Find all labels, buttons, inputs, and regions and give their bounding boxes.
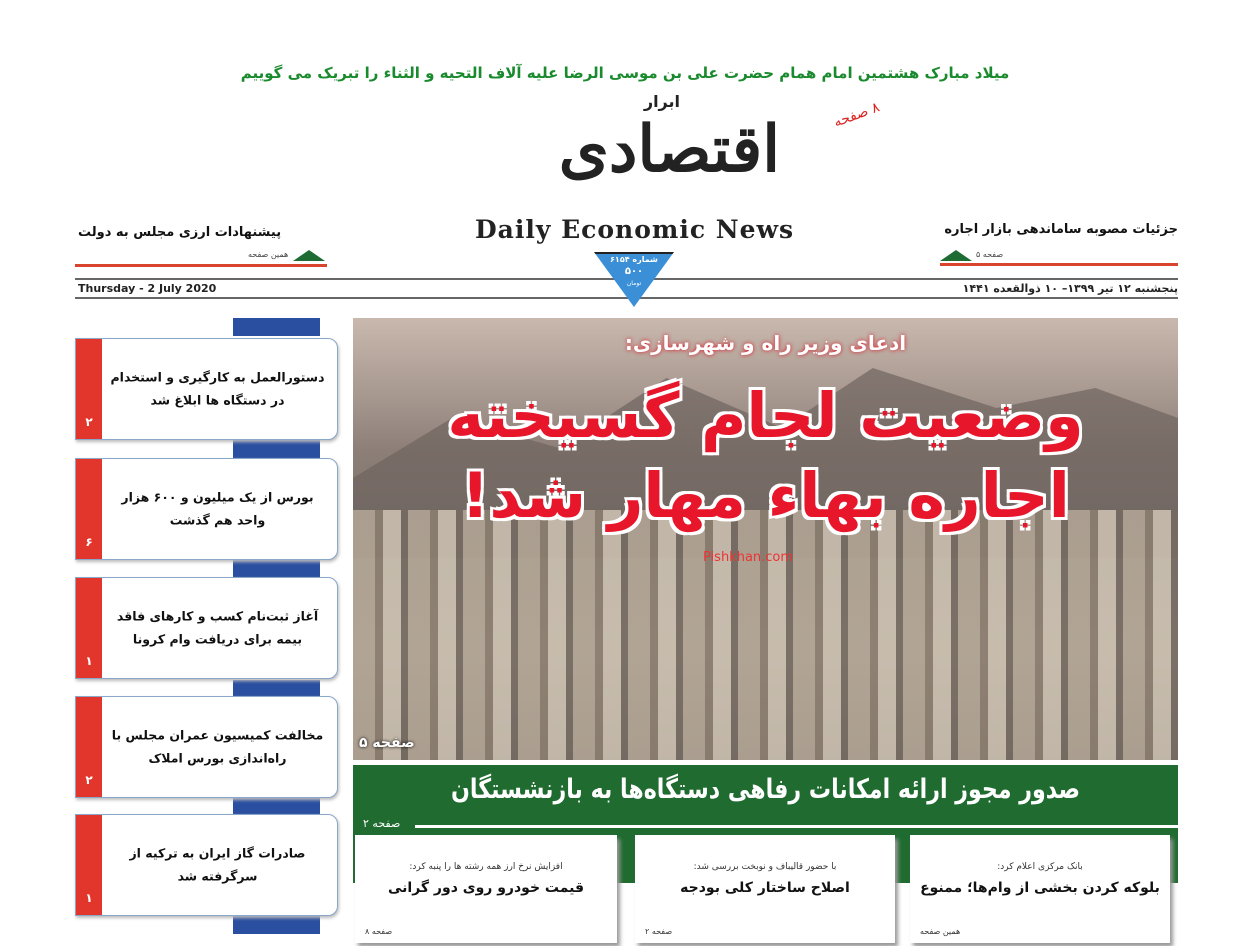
sidebar-story-title: مخالفت کمیسیون عمران مجلس با راه‌اندازی بورس املاک [111,727,324,765]
sidebar-story[interactable] [75,577,338,679]
story-card[interactable] [355,835,617,943]
logo-name-fa: اقتصادی [558,112,780,187]
lead-headline-line1: وضعیت لجام گسیخته [447,379,1084,452]
ribbon [233,560,320,578]
card-kicker: افزایش نرخ ارز همه رشته ها را پنبه کرد: [409,862,563,872]
sidebar-story-page: ۲ [85,773,93,787]
card-title: اصلاح ساختار کلی بودجه [680,880,850,896]
sidebar-story-page: ۱ [85,891,93,905]
sidebar-story[interactable] [75,458,338,560]
date-en: Thursday - 2 July 2020 [78,282,217,295]
logo-name-small: ابرار [643,92,680,111]
lead-story-photo[interactable] [353,318,1178,760]
card-title: بلوکه کردن بخشی از وام‌ها؛ ممنوع [920,880,1160,896]
triangle-icon [293,250,325,261]
green-story-page: صفحه ۲ [363,817,401,830]
teaser-right-title[interactable]: جزئیات مصوبه ساماندهی بازار اجاره [944,222,1178,237]
date-fa: پنجشنبه ۱۲ تیر ۱۳۹۹– ۱۰ ذوالقعده ۱۴۴۱ [962,282,1178,295]
lead-headline-line2: اجاره بهاء مهار شد! [461,459,1070,532]
sidebar-story[interactable] [75,696,338,798]
card-kicker: با حضور قالیباف و نوبخت بررسی شد: [693,862,837,872]
divider [940,263,1178,266]
teaser-right-page: صفحه ۵ [976,250,1004,259]
lead-page: صفحه ۵ [359,735,415,751]
lead-headline [353,376,1178,536]
story-card[interactable] [635,835,895,943]
logo-name-en: Daily Economic News [475,215,795,244]
lead-kicker: ادعای وزیر راه و شهرسازی: [624,331,907,355]
divider [415,825,1178,828]
divider [75,264,327,267]
page-count: ۸ صفحه [831,99,882,131]
green-story-title: صدور مجوز ارائه امکانات رفاهی دستگاه‌ها به بازنشستگان [451,774,1080,805]
sidebar-story[interactable] [75,338,338,440]
issue-number: شماره ۶۱۵۴ [610,255,658,264]
ribbon [233,916,320,934]
sidebar-story-title: صادرات گاز ایران به ترکیه از سرگرفته شد [129,845,306,883]
card-title: قیمت خودرو روی دور گرانی [387,880,584,896]
story-card[interactable] [910,835,1170,943]
banner-greeting: میلاد مبارک هشتمین امام همام حضرت علی بن موسی الرضا علیه آلاف التحیه و الثناء را تبریک می گوییم [240,64,1010,82]
masthead-logo [460,92,882,212]
sidebar-story-page: ۶ [85,535,93,549]
sidebar-story[interactable] [75,814,338,916]
sidebar-story-page: ۱ [85,654,93,668]
issue-badge [594,252,674,307]
sidebar-story-page: ۲ [85,415,93,429]
sidebar-story-title: آغاز ثبت‌نام کسب و کارهای فاقد بیمه برای دریافت وام کرونا [116,608,319,646]
card-page: صفحه ۸ [365,927,393,936]
card-page: همین صفحه [920,927,961,936]
ribbon [233,318,320,336]
teaser-left-title[interactable]: پیشنهادات ارزی مجلس به دولت [78,225,282,240]
issue-currency: تومان [626,280,642,287]
city-image [353,510,1178,760]
watermark: Pishkhan.com [703,550,794,565]
triangle-icon [940,250,972,261]
card-kicker: بانک مرکزی اعلام کرد: [997,862,1083,872]
teaser-left-page: همین صفحه [248,250,289,259]
card-page: صفحه ۲ [645,927,673,936]
sidebar-story-title: بورس از یک میلیون و ۶۰۰ هزار واحد هم گذشت [121,489,314,527]
ribbon [233,440,320,458]
sidebar-story-title: دستورالعمل به کارگیری و استخدام در دستگاه ها ابلاغ شد [110,369,325,407]
issue-price: ۵۰۰ [624,266,644,277]
